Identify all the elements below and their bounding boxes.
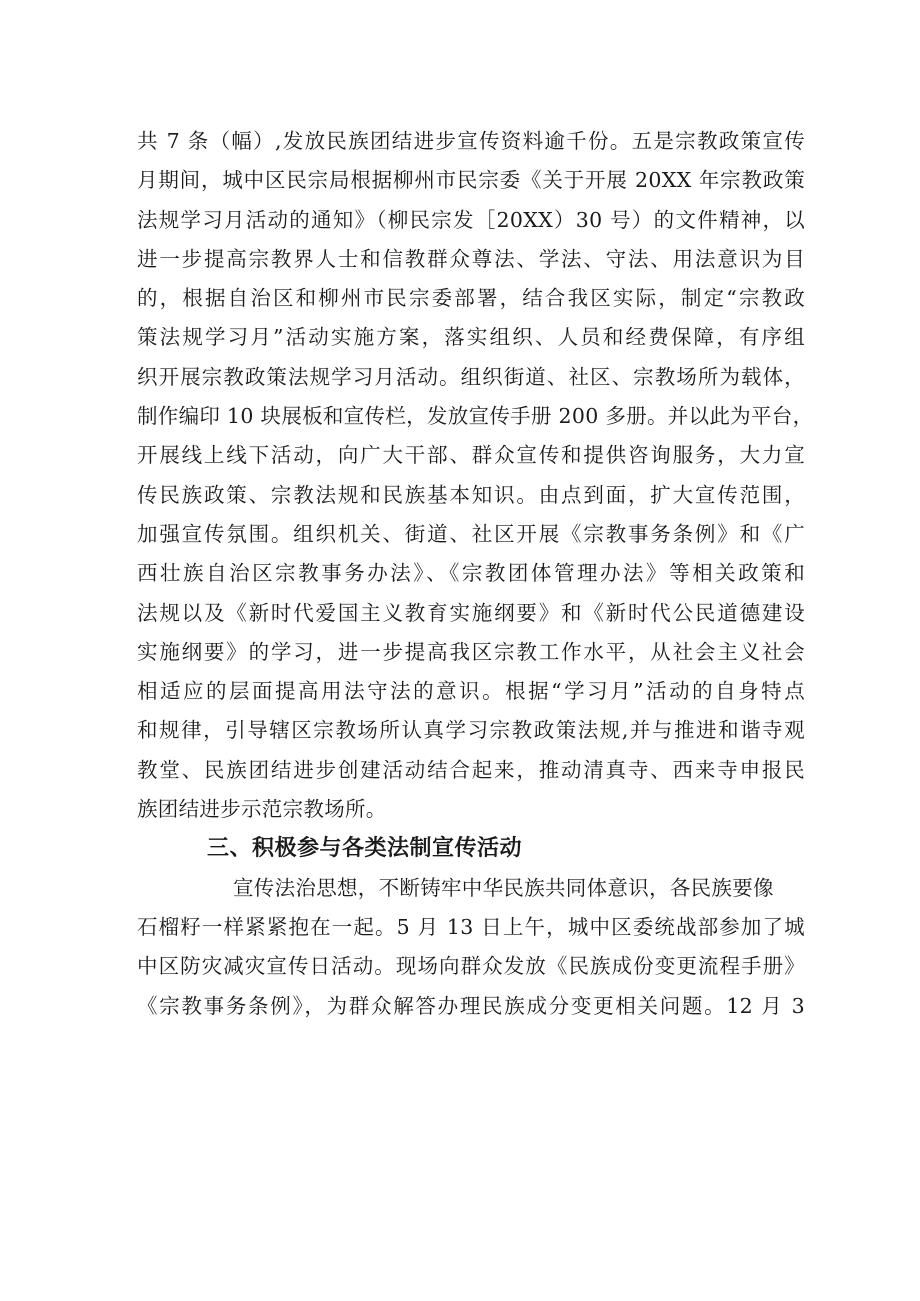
- text-line: 西壮族自治区宗教事务办法》、《宗教团体管理办法》等相关政策和: [137, 561, 805, 586]
- text-line: 宣传法治思想，不断铸牢中华民族共同体意识，各民族要像: [233, 875, 774, 900]
- text-line: 法规学习月活动的通知》（柳民宗发［20XX）30 号）的文件精神，以: [137, 207, 805, 232]
- text-line: 和规律，引导辖区宗教场所认真学习宗教政策法规,并与推进和谐寺观: [137, 718, 805, 743]
- text-line: 石榴籽一样紧紧抱在一起。5 月 13 日上午，城中区委统战部参加了城: [137, 914, 805, 939]
- text-line: 织开展宗教政策法规学习月活动。组织街道、社区、宗教场所为载体，: [137, 364, 805, 389]
- text-line: 月期间，城中区民宗局根据柳州市民宗委《关于开展 20XX 年宗教政策: [137, 168, 805, 193]
- section-heading: 三、积极参与各类法制宣传活动: [207, 836, 523, 862]
- text-line: 的，根据自治区和柳州市民宗委部署，结合我区实际，制定“宗教政: [137, 286, 805, 311]
- text-line: 相适应的层面提高用法守法的意识。根据“学习月”活动的自身特点: [137, 679, 805, 704]
- paragraph-1: [137, 122, 814, 829]
- text-line: 《宗教事务条例》，为群众解答办理民族成分变更相关问题。12 月 3: [137, 993, 805, 1018]
- text-line: 教堂、民族团结进步创建活动结合起来，推动清真寺、西来寺申报民: [137, 757, 805, 782]
- text-line: 族团结进步示范宗教场所。: [137, 797, 387, 822]
- text-line: 法规以及《新时代爱国主义教育实施纲要》和《新时代公民道德建设: [137, 600, 805, 625]
- text-line: 进一步提高宗教界人士和信教群众尊法、学法、守法、用法意识为目: [137, 246, 805, 271]
- text-line: 策法规学习月”活动实施方案，落实组织、人员和经费保障，有序组: [137, 325, 805, 350]
- text-line: 实施纲要》的学习，进一步提高我区宗教工作水平，从社会主义社会: [137, 639, 805, 664]
- text-line: 共 7 条（幅）,发放民族团结进步宣传资料逾千份。五是宗教政策宣传: [137, 129, 805, 153]
- text-line: 开展线上线下活动，向广大干部、群众宣传和提供咨询服务，大力宣: [137, 443, 805, 468]
- paragraph-2: [137, 869, 805, 1026]
- document-body: [137, 122, 814, 1026]
- text-line: 制作编印 10 块展板和宣传栏，发放宣传手册 200 多册。并以此为平台，: [137, 404, 814, 429]
- text-line: 传民族政策、宗教法规和民族基本知识。由点到面，扩大宣传范围，: [137, 482, 805, 507]
- text-line: 加强宣传氛围。组织机关、街道、社区开展《宗教事务条例》和《广: [137, 521, 805, 546]
- text-line: 中区防灾减灾宣传日活动。现场向群众发放《民族成份变更流程手册》: [137, 954, 805, 979]
